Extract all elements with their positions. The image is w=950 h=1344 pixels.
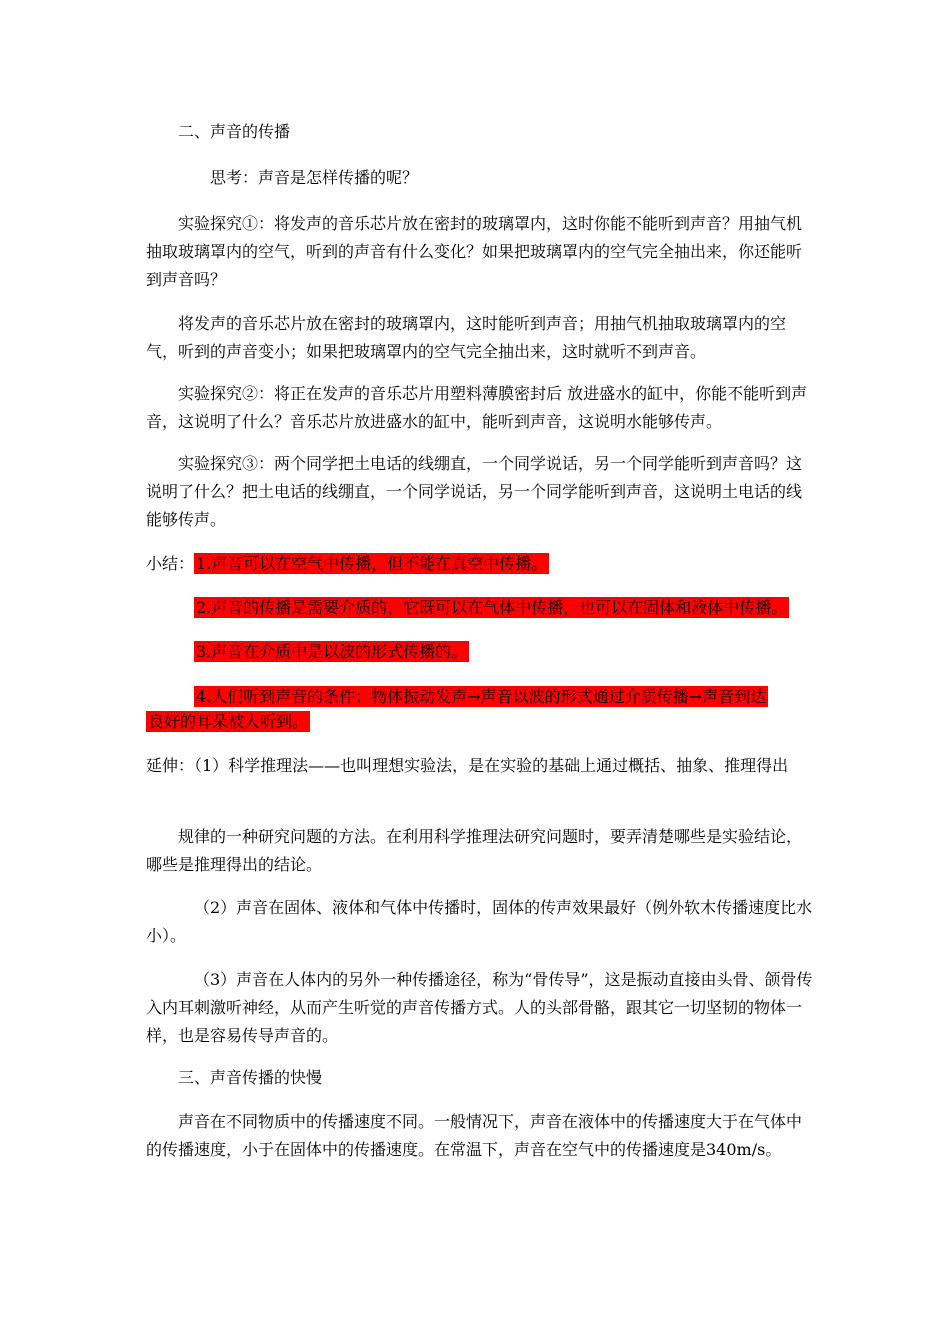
experiment-1-question: 实验探究①：将发声的音乐芯片放在密封的玻璃罩内，这时你能不能听到声音？用抽气机抽取玻璃罩内的空气，听到的声音有什么变化？如果把玻璃罩内的空气完全抽出来，你还能听到声音吗？ [146,214,803,289]
summary-item-4-part-2: 良好的耳朵被人听到。 [148,712,309,731]
summary-line-3 [194,638,469,666]
summary-label: 小结： [146,554,195,573]
summary-item-3: 3.声音在介质中是以波的形式传播的。 [196,642,468,661]
think-question: 思考：声音是怎样传播的呢？ [210,168,419,187]
section-2-heading: 二、声音的传播 [178,122,291,141]
summary-item-2: 2.声音的传播是需要介质的，它既可以在气体中传播，也可以在固体和液体中传播。 [196,598,788,617]
summary-item-1: 1.声音可以在空气中传播，但不能在真空中传播。 [196,554,548,573]
section-3-body: 声音在不同物质中的传播速度不同。一般情况下，声音在液体中的传播速度大于在气体中的传播速度，小于在固体中的传播速度。在常温下，声音在空气中的传播速度是340m/s。 [146,1112,803,1159]
summary-item-4-part-1: 4.人们听到声音的条件：物体振动发声→声音以波的形式通过介质传播→声音到达 [196,687,767,706]
summary-line-4b [146,708,310,736]
extension-1-continued: 规律的一种研究问题的方法。在利用科学推理法研究问题时，要弄清楚哪些是实验结论，哪些是推理得出的结论。 [146,827,803,874]
experiment-2: 实验探究②：将正在发声的音乐芯片用塑料薄膜密封后 放进盛水的缸中，你能不能听到声音，这说明了什么？音乐芯片放进盛水的缸中，能听到声音，这说明水能够传声。 [146,384,808,431]
extension-2: （2）声音在固体、液体和气体中传播时，固体的传声效果最好（例外软木传播速度比水小）。 [146,898,813,945]
experiment-3: 实验探究③：两个同学把土电话的线绷直，一个同学说话，另一个同学能听到声音吗？这说明了什么？把土电话的线绷直，一个同学说话，另一个同学能听到声音，这说明土电话的线能够传声。 [146,454,803,529]
extension-3: （3）声音在人体内的另外一种传播途径，称为“骨传导”，这是振动直接由头骨、颌骨传入内耳刺激听神经，从而产生听觉的声音传播方式。人的头部骨骼，跟其它一切坚韧的物体一样，也是容易传导声音的。 [146,970,813,1045]
extension-1: 延伸：（1）科学推理法——也叫理想实验法，是在实验的基础上通过概括、抽象、推理得出 [146,756,789,775]
section-3-heading: 三、声音传播的快慢 [178,1068,323,1087]
summary-line-2 [194,594,789,622]
summary-line-1 [146,550,549,578]
summary-line-4a [194,683,768,711]
experiment-1-answer: 将发声的音乐芯片放在密封的玻璃罩内，这时能听到声音；用抽气机抽取玻璃罩内的空气，听到的声音变小；如果把玻璃罩内的空气完全抽出来，这时就听不到声音。 [146,314,787,361]
